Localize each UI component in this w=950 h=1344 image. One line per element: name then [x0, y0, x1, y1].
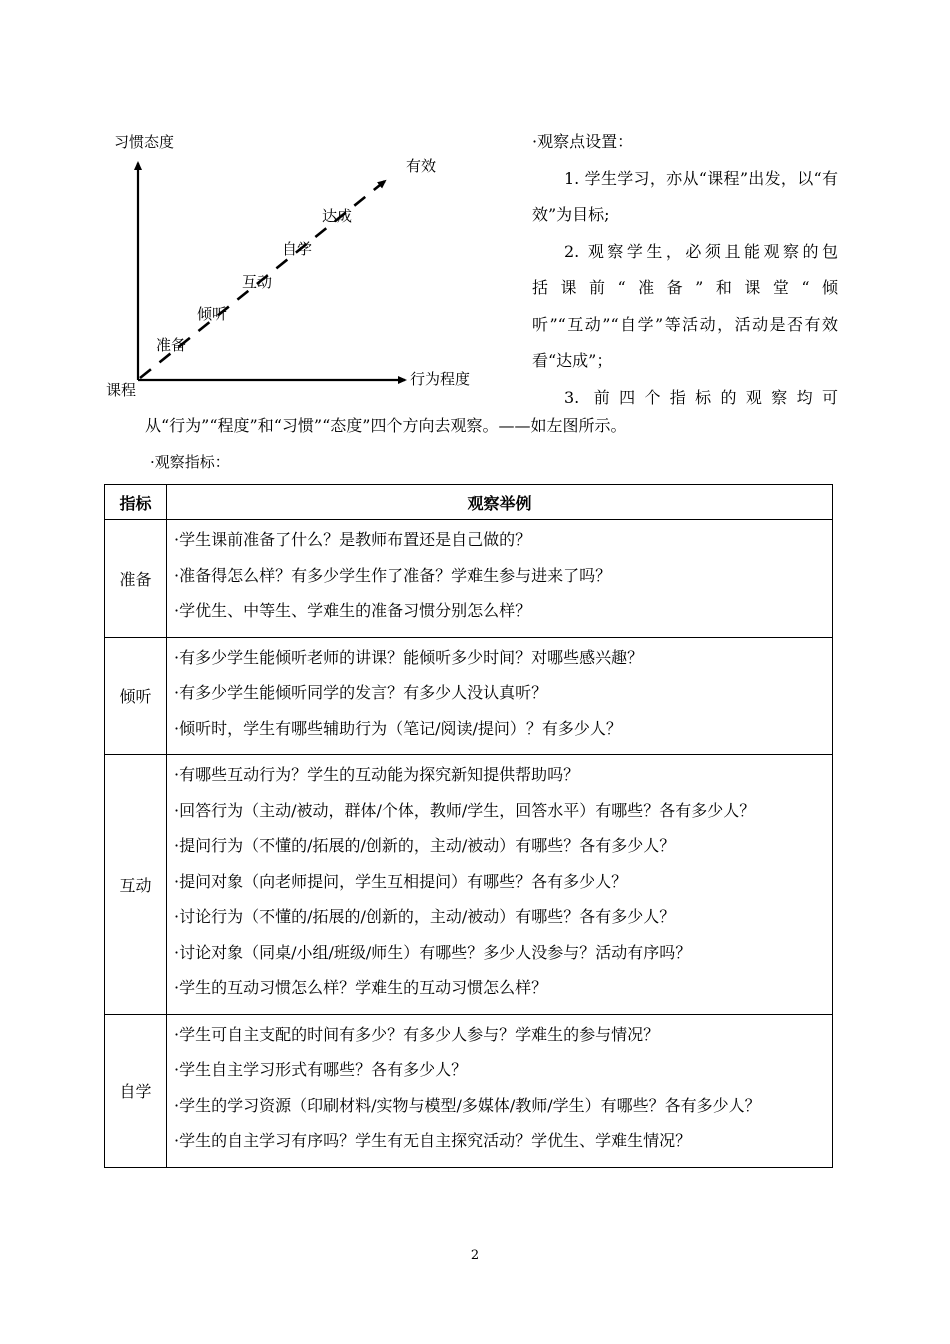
example-item: ·学生的互动习惯怎么样？学难生的互动习惯怎么样？	[174, 978, 548, 997]
origin-label: 课程	[106, 381, 137, 399]
indicator-cell: 互动	[105, 755, 167, 1015]
example-item: ·学生可自主支配的时间有多少？有多少人参与？学难生的参与情况？	[174, 1024, 660, 1044]
example-item: ·有多少学生能倾听同学的发言？有多少人没认真听？	[174, 683, 548, 702]
example-item: ·学优生、中等生、学难生的准备习惯分别怎么样？	[174, 601, 532, 620]
example-item: ·提问对象（向老师提问，学生互相提问）有哪些？各有多少人？	[174, 871, 628, 891]
step-label-effective: 有效	[406, 157, 437, 175]
examples-cell	[167, 520, 833, 638]
example-item: ·学生的自主学习有序吗？学生有无自主探究活动？学优生、学难生情况？	[174, 1131, 692, 1150]
table-row	[105, 755, 833, 1015]
example-item: ·回答行为（主动/被动，群体/个体，教师/学生，回答水平）有哪些？各有多少人？	[174, 800, 756, 820]
setup-item-1: 1. 学生学习，亦从“课程”出发，以“有效”为目标;	[532, 168, 838, 224]
example-item: ·准备得怎么样？有多少学生作了准备？学难生参与进来了吗？	[174, 565, 612, 585]
table-row	[105, 520, 833, 638]
example-item: ·提问行为（不懂的/拓展的/创新的，主动/被动）有哪些？各有多少人？	[174, 836, 676, 855]
example-item: ·学生课前准备了什么？是教师布置还是自己做的？	[174, 530, 532, 549]
table-row	[105, 637, 833, 755]
examples-cell	[167, 637, 833, 755]
example-item: ·倾听时，学生有哪些辅助行为（笔记/阅读/提问）？有多少人？	[174, 718, 622, 738]
setup-heading: ·观察点设置：	[532, 132, 634, 151]
table-row	[105, 1014, 833, 1167]
indicator-cell: 准备	[105, 520, 167, 638]
setup-item-3-continuation: 从“行为”“程度”和“习惯”“态度”四个方向去观察。——如左图所示。	[145, 416, 627, 435]
x-axis-label: 行为程度	[410, 370, 471, 388]
example-item: ·有多少学生能倾听老师的讲课？能倾听多少时间？对哪些感兴趣？	[174, 647, 644, 667]
observation-setup-notes	[532, 124, 838, 416]
examples-cell	[167, 1014, 833, 1167]
step-label-achieve: 达成	[322, 207, 353, 225]
example-item: ·学生的学习资源（印刷材料/实物与模型/多媒体/教师/学生）有哪些？各有多少人？	[174, 1095, 761, 1115]
setup-item-3-line-1: 3. 前四个指标的观察均可	[564, 387, 838, 407]
example-item: ·学生自主学习形式有哪些？各有多少人？	[174, 1060, 468, 1079]
step-label-interact: 互动	[242, 273, 273, 291]
y-axis-label: 习惯态度	[114, 133, 175, 151]
step-label-listen: 倾听	[197, 305, 228, 323]
examples-cell	[167, 755, 833, 1015]
setup-item-2-line-2: 括课前“准备”和课堂“倾	[532, 278, 838, 297]
learning-axes-diagram	[100, 125, 500, 405]
setup-item-2-line-1: 2. 观察学生，必须且能观察的包	[564, 241, 838, 261]
indicators-heading: ·观察指标：	[150, 453, 230, 471]
table-header-row	[105, 485, 833, 520]
page-number: 2	[470, 1248, 480, 1263]
indicator-cell: 倾听	[105, 637, 167, 755]
example-item: ·有哪些互动行为？学生的互动能为探究新知提供帮助吗？	[174, 765, 580, 784]
example-item: ·讨论对象（同桌/小组/班级/师生）有哪些？多少人没参与？活动有序吗？	[174, 942, 692, 962]
setup-item-2-line-3: 听”“互动”“自学”等活动，活动是否有效看“达成”；	[532, 314, 838, 370]
header-examples: 观察举例	[167, 485, 833, 520]
example-item: ·讨论行为（不懂的/拓展的/创新的，主动/被动）有哪些？各有多少人？	[174, 907, 676, 926]
header-indicator: 指标	[105, 485, 167, 520]
step-label-self-study: 自学	[282, 240, 313, 258]
observation-indicators-table	[104, 484, 833, 1168]
axes-svg	[100, 125, 500, 405]
indicator-cell: 自学	[105, 1014, 167, 1167]
step-label-prepare: 准备	[156, 336, 187, 354]
